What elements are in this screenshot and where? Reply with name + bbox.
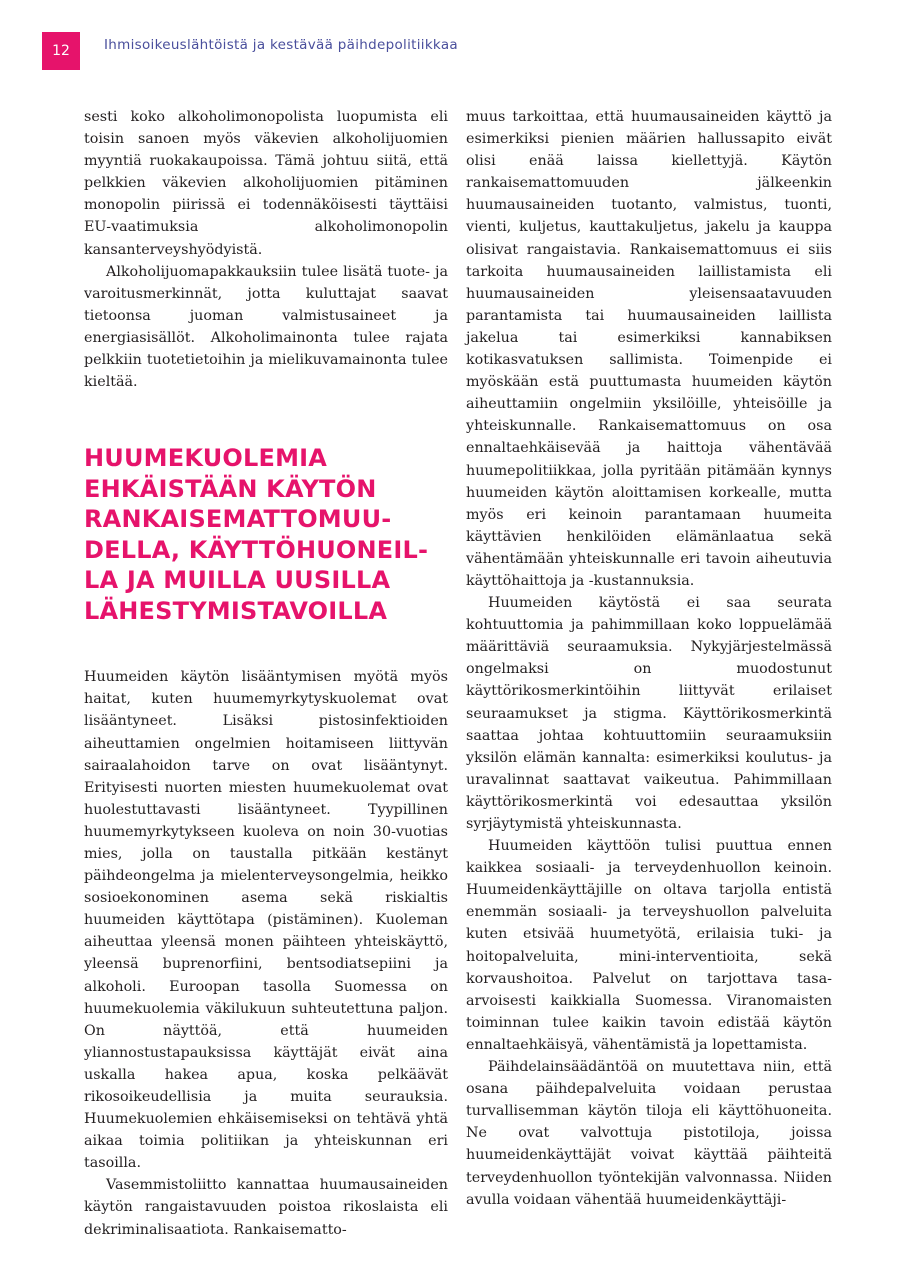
left-column (84, 106, 448, 1241)
paragraph: sesti koko alkoholimonopolista luopumista eli toisin sanoen myös väkevien alkoholijuomien myyntiä ruokakaupoissa. Tämä johtuu siitä, että pelkkien väkevien alkoholijuomien pitäminen monopolin piirissä ei todennäköisesti täyttäisi EU-vaatimuksia alkoholimonopolin kansanterveyshyödyistä. (84, 109, 448, 258)
paragraph: Alkoholijuomapakkauksiin tulee lisätä tuote- ja varoitusmerkinnät, jotta kuluttajat saavat tietoonsa juoman valmistusaineet ja energiasisällöt. Alkoholimainonta tulee rajata pelkkiin tuotetietoihin ja mielikuvamainonta tulee kieltää. (84, 263, 448, 391)
right-column (466, 106, 832, 1211)
running-header-title: Ihmisoikeuslähtöistä ja kestävää päihdepolitiikkaa (104, 37, 458, 53)
heading-line: LÄHESTYMISTAVOILLA (84, 596, 388, 625)
page-number: 12 (52, 43, 70, 59)
paragraph: muus tarkoittaa, että huumausaineiden käyttö ja esimerkiksi pienien määrien hallussapito eivät olisi enää laissa kiellettyjä. Käytön rankaisemattomuuden jälkeenkin huumausaineiden tuotanto, valmistus, tuonti, vienti, kuljetus, kauttakuljetus, jakelu ja kauppa olisivat rangaistavia. Rankaisemattomuus ei siis tarkoita huumausaineiden laillistamista eli huumausaineiden yleisensaatavuuden parantamista tai huumausaineiden laillista jakelua tai esimerkiksi kannabiksen kotikasvatuksen sallimista. Toimenpide ei myöskään estä puuttumasta huumeiden käytön aiheuttamiin ongelmiin yksilöille, yhteisöille ja yhteiskunnalle. Rankaisemattomuus on osa ennaltaehkäisevää ja haittoja vähentävää huumepolitiikkaa, jolla pyritään pitämään kynnys huumeiden käytön aloittamisen korkealle, mutta myös eri keinoin parantamaan huumeita käyttävien henkilöiden elämänlaatua sekä vähentämään yhteiskunnalle eri tavoin aiheutuvia käyttöhaittoja ja -kustannuksia. (466, 109, 832, 589)
paragraph: Päihdelainsäädäntöä on muutettava niin, että osana päihdepalveluita voidaan perustaa turvallisemman käytön tiloja eli käyttöhuoneita. Ne ovat valvottuja pistotiloja, joissa huumeidenkäyttäjät voivat käyttää päihteitä terveydenhuollon työntekijän valvonnassa. Niiden avulla voidaan vähentää huumeidenkäyttäji- (466, 1059, 832, 1208)
heading-line: LA JA MUILLA UUSILLA (84, 566, 391, 595)
heading-line: DELLA, KÄYTTÖHUONEIL- (84, 535, 429, 564)
page-number-badge (42, 32, 80, 70)
section-heading (84, 443, 448, 626)
paragraph: Huumeiden käyttöön tulisi puuttua ennen kaikkea sosiaali- ja terveydenhuollon keinoin. Huumeidenkäyttäjille on oltava tarjolla entistä enemmän sosiaali- ja terveyshuollon palveluita kuten etsivää huumetyötä, erilaisia tuki- ja hoitopalveluita, mini-interventioita, sekä korvaushoitoa. Palvelut on tarjottava tasa-arvoisesti kaikkialla Suomessa. Viranomaisten toiminnan tulee kaikin tavoin edistää käytön ennaltaehkäisyä, vähentämistä ja lopettamista. (466, 838, 832, 1053)
heading-line: RANKAISEMATTOMUU- (84, 505, 392, 534)
paragraph: Vasemmistoliitto kannattaa huumausaineiden käytön rangaistavuuden poistoa rikoslaista eli dekriminalisaatiota. Rankaisematto- (84, 1177, 448, 1238)
paragraph: Huumeiden käytön lisääntymisen myötä myös haitat, kuten huumemyrkytyskuolemat ovat lisääntyneet. Lisäksi pistosinfektioiden aiheuttamien ongelmien hoitamiseen liittyvän sairaalahoidon tarve on ovat lisääntynyt. Erityisesti nuorten miesten huumekuolemat ovat huolestuttavasti lisääntyneet. Tyypillinen huumemyrkytykseen kuoleva on noin 30-vuotias mies, jolla on taustalla pitkään kestänyt päihdeongelma ja mielenterveysongelmia, heikko sosioekonominen asema sekä riskialtis huumeiden käyttötapa (pistäminen). Kuoleman aiheuttaa yleensä monen päihteen yhteiskäyttö, yleensä buprenorfiini, bentsodiatsepiini ja alkoholi. Euroopan tasolla Suomessa on huumekuolemia väkilukuun suhteutettuna paljon. On näyttöä, että huumeiden yliannostustapauksissa käyttäjät eivät aina uskalla hakea apua, koska pelkäävät rikosoikeudellisia ja muita seurauksia. Huumekuolemien ehkäisemiseksi on tehtävä yhtä aikaa toimia politiikan ja yhteiskunnan eri tasoilla. (84, 669, 448, 1172)
heading-line: EHKÄISTÄÄN KÄYTÖN (84, 474, 377, 503)
heading-line: HUUMEKUOLEMIA (84, 444, 328, 473)
paragraph: Huumeiden käytöstä ei saa seurata kohtuuttomia ja pahimmillaan koko loppuelämää määrittäviä seuraamuksia. Nykyjärjestelmässä ongelmaksi on muodostunut käyttörikosmerkintöihin liittyvät erilaiset seuraamukset ja stigma. Käyttörikosmerkintä saattaa johtaa kohtuuttomiin seuraamuksiin yksilön elämän kannalta: esimerkiksi koulutus- ja uravalinnat saattavat vaikeutua. Pahimmillaan käyttörikosmerkintä voi edesauttaa yksilön syrjäytymistä yhteiskunnasta. (466, 595, 832, 832)
